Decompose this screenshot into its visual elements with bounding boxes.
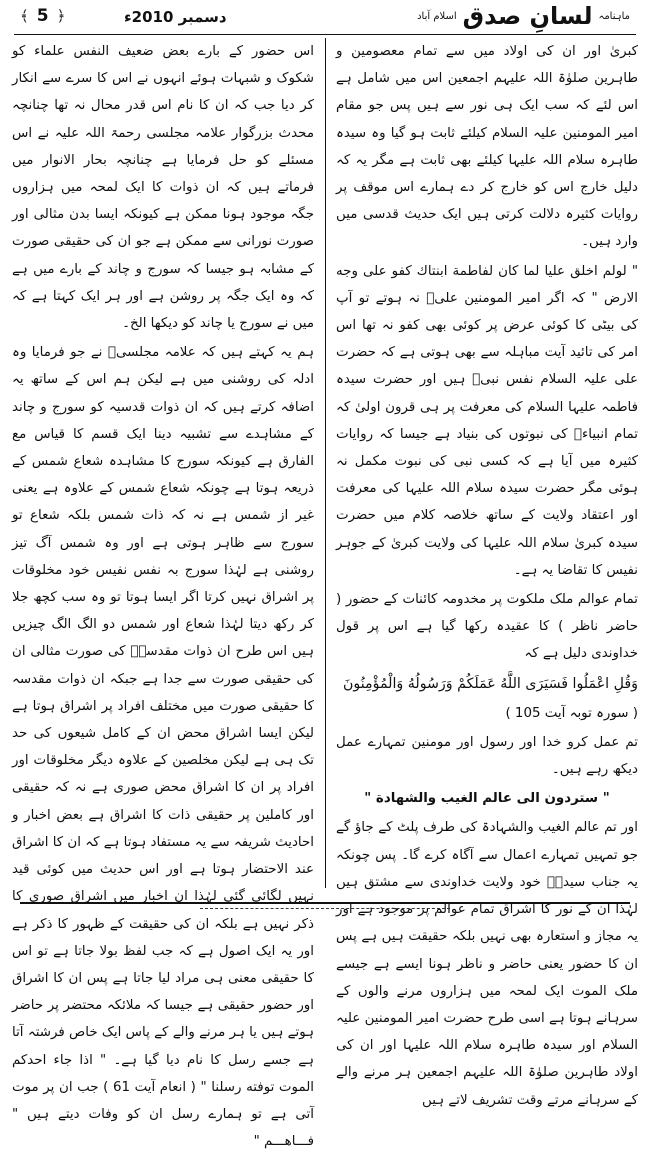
left-column <box>12 38 314 1150</box>
ornament-left: ﴾ <box>20 7 29 25</box>
masthead <box>417 2 630 30</box>
column-divider <box>325 38 326 888</box>
quran-verse: وَقُلِ اعْمَلُوا فَسَيَرَى اللَّهُ عَمَلَكُمْ وَرَسُولُهُ وَالْمُؤْمِنُونَ <box>342 675 638 692</box>
issue-date: دسمبر 2010ء <box>124 8 227 26</box>
verse-reference: ( سورہ توبہ آیت 105 ) <box>505 705 638 721</box>
footer-divider <box>20 902 630 904</box>
magazine-city: اسلام آباد <box>417 10 457 22</box>
page-number: 5 <box>36 6 49 26</box>
paragraph: کبریٰ اور ان کی اولاد میں سے تمام معصومین و طاہرین صلوٰۃ اللہ علیہم اجمعین اس میں شامل ہے اس لئے کہ سب ایک ہی نور سے ہیں پس جو مقام امیر المومنین علیہ السلام کیلئے ثابت ہو گیا وہ سیدہ طاہرہ سلام اللہ علیہا کیلئے بھی ثابت ہے مگر یہ کہ دلیل خارج اس کو خارج کر دے ہمارے اس موقف پر روایات کثیرہ دلالت کرتی ہیں ایک حدیث قدسی میں وارد ہیں۔ <box>336 44 638 250</box>
paragraph: ہم یہ کہتے ہیں کہ علامہ مجلسیؒ نے جو فرمایا وہ ادلہ کی روشنی میں ہے لیکن ہم اس کے ساتھ یہ اضافہ کرتے ہیں کہ ان ذوات قدسیہ کو سورج و چاند کے مشاہدے سے تشبیہ دینا ایک قسم کا قیاس مع الفارق ہے کیونکہ سورج کا مشاہدہ شعاع شمس کے ذریعہ ہوتا ہے چونکہ شعاع شمس کے علاوہ ہے یعنی غیر از شمس ہے نہ کہ ذات شمس بلکہ شعاع تو سورج سے ظاہر ہوتی ہے اور وہ شمس آگ تیز روشنی ہے لہٰذا سورج بہ نفس نفیس خود مخلوقات پر اشراق نہیں کرتا اگر ایسا ہوتا تو وہ سب کچھ جلا کر رکھ دیتا لہٰذا شعاع اور شمس دو الگ الگ چیزیں ہیں اس طرح ان ذوات مقدسہؑ کی صورت مثالی ان کی حقیقی صورت سے جدا ہے جبکہ ان ذوات مقدسہ کا حقیقی صورت میں مختلف افراد پر اشراق ہوتا ہے لیکن ایسا اشراق محض ان کے کامل شیعوں کی حد تک ہی ہے لیکن مخلصین کے علاوہ دیگر مخلوقات اور افراد پر ان کا اشراق محض صوری ہے نہ کہ حقیقی اور کاملین پر حقیقی ذات کا اشراق ہے بعض اخبار و احادیث شریفہ سے یہ مستفاد ہوتا ہے کہ ان کا اشراق عند الاحتضار ہوتا ہے اور اس حدیث میں کوئی قید نہیں لگائی گئی لہٰذا ان اخبار میں اشراق صوری کا ذکر نہیں ہے بلکہ ان کی حقیقت کے ظہور کا ذکر ہے اور یہ ایک اصول ہے کہ جب لفظ بولا جاتا ہے تو اس کا حقیقی معنی ہی مراد لیا جاتا ہے پس ان کا اشراق اور حضور حقیقی ہے جیسا کہ ملائکہ محتضر پر حاضر ہوتے ہیں یا ہر مرنے والے کے پاس ایک خاص فرشتہ آتا ہے جسے رسل کا نام دیا گیا ہے۔ " اذا جاء احدکم الموت توفته رسلنا " ( انعام آیت 61 ) جب ان پر موت آتی ہے تو ہمارے رسل ان کو وفات دیتے ہیں " فـــاهـــم " <box>12 345 314 1150</box>
paragraph: تمام عوالم ملک ملکوت پر مخدومہ کائنات کے حضور ( حاضر ناظر ) کا عقیدہ رکھا گیا ہے اس پر قول خداوندی دلیل ہے کہ <box>336 592 638 662</box>
paragraph: اس حضور کے بارے بعض ضعیف النفس علماء کو شکوک و شبہات ہوئے انہوں نے اس کا سرے سے انکار کر دیا جب کہ ان کا نام اس قدر محال نہ تھا چنانچہ محدث بزرگوار علامہ مجلسی رحمۃ اللہ علیہ نے اس مسئلے کو حل فرمایا ہے چنانچہ بحار الانوار میں فرماتے ہیں کہ ان ذوات کا ایک لمحہ میں ہزاروں جگہ موجود ہونا ممکن ہے کیونکہ ایسا بدن مثالی اور صورت نورانی سے ممکن ہے جو ان کی حقیقی صورت کے مشابہ ہو جیسا کہ سورج و چاند کے بارے میں ہے کہ وہ ایک جگہ پر روشن ہے اور ہر ایک کہتا ہے کہ میں نے سورج یا چاند کو دیکھا الخ۔ <box>12 44 314 332</box>
magazine-logo: لسانِ صدق <box>462 2 593 30</box>
right-column <box>336 38 638 1108</box>
quote-heading: " ستردون الى عالم الغيب والشهادة " <box>364 791 610 807</box>
footer-ornament-line <box>200 908 450 909</box>
ornament-right: ﴿ <box>56 7 66 25</box>
magazine-label: ماہنامہ <box>598 10 630 22</box>
paragraph: اور تم عالم الغیب والشہادۃ کی طرف پلٹ کے جاؤ گے جو تمہیں تمہارے اعمال سے آگاہ کرے گا۔ پس چونکہ یہ جناب سیدہؑ خود ولایت خداوندی سے مشتق ہیں لہٰذا ان کے نور کا اشراق تمام عوالم پر موجود ہے اور یہ مجاز و استعارہ بھی نہیں بلکہ حقیقت ہیں ہے پس ان کا حضور یعنی حاضر و ناظر ہونا ایسے ہے جیسے ملک الموت ایک لمحہ میں ہزاروں مرنے والوں کے سرہانے ہوتا ہے اسی طرح حضرت امیر المومنین علیہ السلام اور سیدہ طاہرہ سلام اللہ علیہا اور ان کی اولاد طاہرین صلوٰۃ اللہ علیہم اجمعین ہر مرنے والے کے سرہانے مرتے وقت تشریف لاتے ہیں <box>336 820 638 1108</box>
paragraph: تم عمل کرو خدا اور رسول اور مومنین تمہارے عمل دیکھ رہے ہیں۔ <box>336 734 638 778</box>
page-number-group <box>20 6 65 26</box>
paragraph: " لولم اخلق علیا لما کان لفاطمة ابنتاك كفو على وجه الارض " کہ اگر امیر المومنین علیؑ نہ ہوتے تو آپ کی بیٹی کا کوئی عرض پر کوئی بھی کفو نہ تھا اس امر کی تائید آیت مباہلہ سے بھی ہوتی ہے کہ حضرت علی علیہ السلام نفس نبیؐ ہیں اور حضرت سیدہ فاطمہ علیہا السلام کی معرفت پر ہی قرون اولیٰ کہ تمام انبیاءؑ کی نبوتوں کی بنیاد ہے جیسا کہ روایات کثیرہ میں آیا ہے کہ کسی نبی کی نبوت مکمل نہ ہوئی مگر حضرت سیدہ سلام اللہ علیہا کی معرفت اور اعتقاد ولایت کے ساتھ خلاصہ کلام میں حضرت سیدہ کبریٰ سلام اللہ علیہا کی ولایت کبریٰ کے جوہر نفیس کا تقاضا یہ ہے۔ <box>336 263 638 578</box>
page-header <box>14 2 636 36</box>
header-divider <box>14 34 636 35</box>
